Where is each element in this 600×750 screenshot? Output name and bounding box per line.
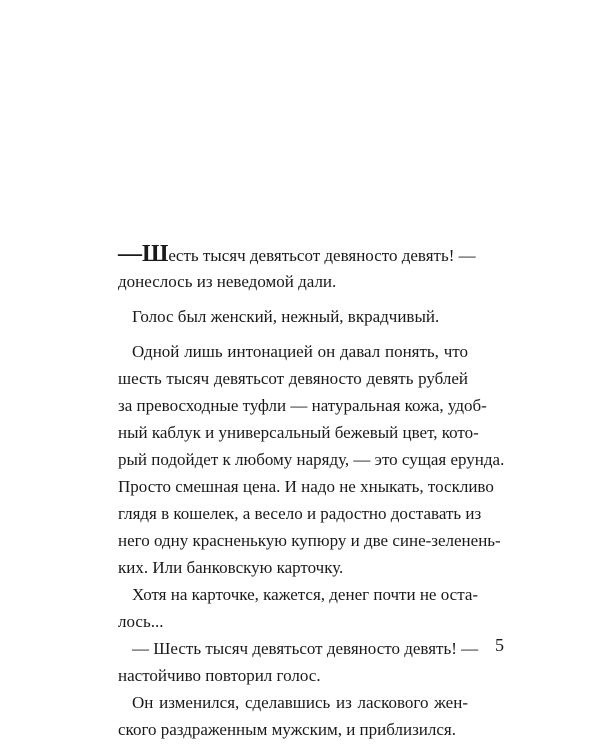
text-line-2: донеслось из неведомой дали.: [118, 272, 337, 291]
text-line-16: настойчиво повторил голос.: [118, 666, 321, 685]
text-line-4: Одной лишь интонацией он давал понять, что: [132, 342, 468, 361]
body-text: [118, 241, 505, 743]
text-line-12: ких. Или банковскую карточку.: [118, 558, 344, 577]
text-line-6: за превосходные туфли — натуральная кожа, удоб-: [118, 396, 487, 415]
text-line-11: него одну красненькую купюру и две сине-зеленень-: [118, 531, 501, 550]
text-line-18: ского раздраженным мужским, и приблизился.: [118, 720, 456, 739]
text-line-15: — Шесть тысяч девятьсот девяносто девять! —: [132, 639, 479, 658]
text-line-1: —Шecть тысяч девятьсот девяносто девять! —: [118, 241, 476, 267]
text-line-10: глядя в кошелек, а весело и радостно доставать из: [118, 504, 482, 523]
text-line-9: Просто смешная цена. И надо не хныкать, тоскливо: [118, 477, 494, 496]
drop-cap: —Ш: [118, 241, 169, 267]
text-line-7: ный каблук и универсальный бежевый цвет, кото-: [118, 423, 479, 442]
text-line-14: лось...: [118, 612, 164, 631]
text-line-17: Он изменился, сделавшись из ласкового жен-: [132, 693, 468, 712]
text-line-5: шесть тысяч девятьсот девяносто девять рублей: [118, 369, 468, 388]
text-line-8: рый подойдет к любому наряду, — это сущая ерунда.: [118, 450, 505, 469]
page-number: 5: [495, 635, 504, 655]
text-line-3: Голос был женский, нежный, вкрадчивый.: [132, 307, 440, 326]
text-line-13: Хотя на карточке, кажется, денег почти не оста-: [132, 585, 479, 604]
